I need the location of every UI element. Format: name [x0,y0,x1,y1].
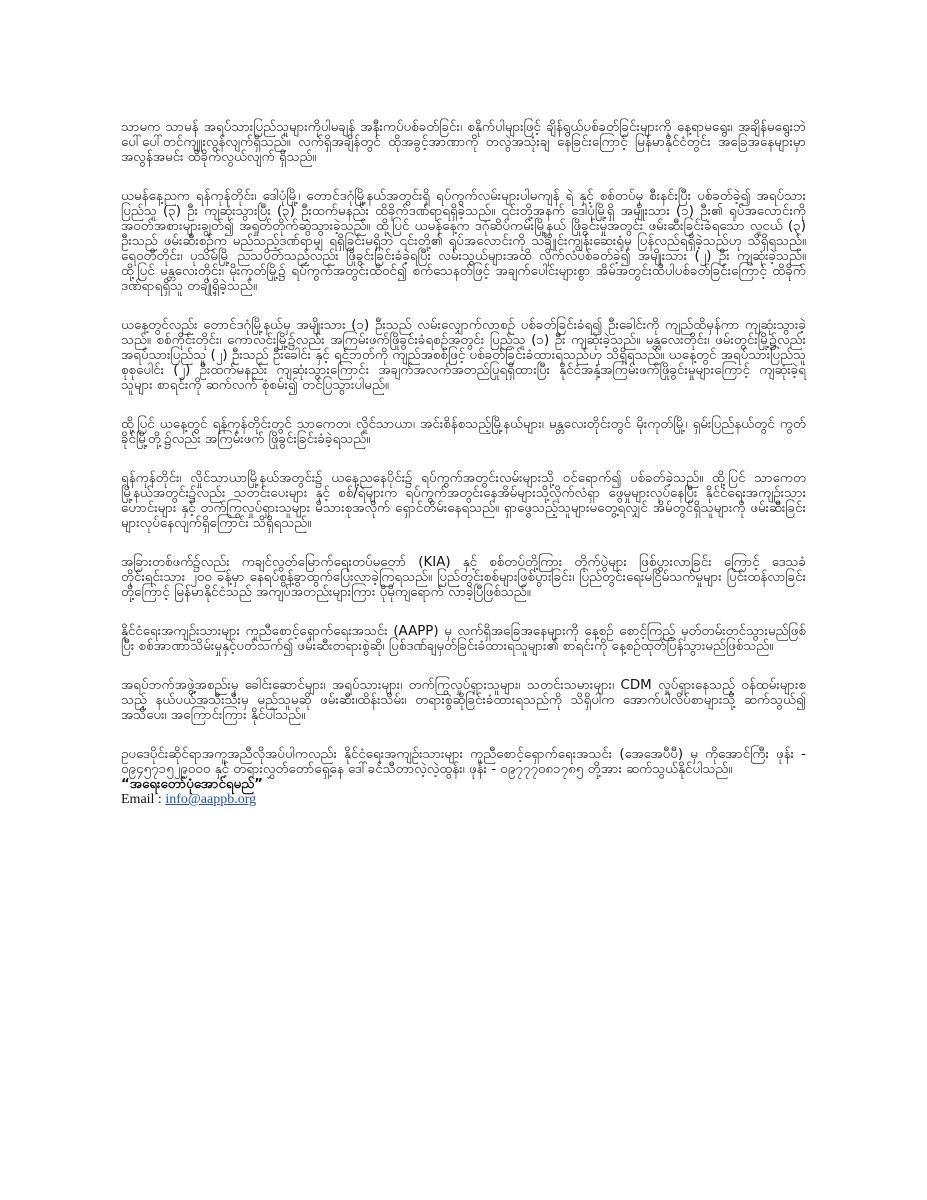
paragraph-4: ထို့ပြင် ယနေ့တွင် ရန်ကုန်တိုင်းတွင် သာကေတ၊ လှိုင်သာယာ၊ အင်းစိန်စသည့်မြို့နယ်များ၊ မန္တလေးတိုင်းတွင် မိုးကုတ်မြို့၊ ရှမ်းပြည်နယ်တွင် ကွတ်ခိုင်မြို့တို့၌လည်း အကြမ်းဖက် ဖြိုခွင်းခြင်းခံခဲ့ရသည်။ [121,417,806,447]
email-label: Email : [121,792,166,807]
contact-line [121,792,806,808]
paragraph-6: အခြားတစ်ဖက်၌လည်း ကချင်လွတ်မြောက်ရေးတပ်မတော် (KIA) နှင့် စစ်တပ်တို့ကြား တိုက်ပွဲများ ဖြစ်ပွားလာခြင်း ကြောင့် ဒေသခံတိုင်းရင်းသား ၂၀၀ ခန့်မှာ နေရပ်စွန့်ခွာထွက်ပြေးလာခဲ့ကြရသည်။ ပြည်တွင်းစစ်များဖြစ်ပွားခြင်း၊ ပြည်တွင်းရေးမငြိမ်သက်မှုများ ပြင်းထန်လာခြင်းတို့ကြောင့် မြန်မာနိုင်ငံသည် အကျပ်အတည်းများကြား ပိုမိုကျရောက် လာခဲ့ပြီဖြစ်သည်။ [121,555,806,600]
paragraph-3: ယနေ့တွင်လည်း တောင်ဒဂုံမြို့နယ်မှ အမျိုးသား (၁) ဦးသည် လမ်းလျှောက်လာစဉ် ပစ်ခတ်ခြင်းခံရ၍ ဦးခေါင်းကို ကျည်ထိမှန်ကာ ကျဆုံးသွားခဲ့သည်။ စစ်ကိုင်းတိုင်း၊ ကောလင်းမြို့၌လည်း အကြမ်းဖက်ဖြိုခွင်းခံရစဉ်အတွင်း ပြည်သူ (၁) ဦး ကျဆုံးခဲ့သည်။ မန္တလေးတိုင်း၊ ဖမ်းတွင်းမြို့၌လည်း အရပ်သားပြည်သူ (၂) ဦးသည် ဦးခေါင်း နှင့် ရင်ဘတ်ကို ကျည်အစစ်ဖြင့် ပစ်ခတ်ခြင်းခံထားရသည်ဟု သိရှိရသည်။ ယနေ့တွင် အရပ်သားပြည်သူ စုစုပေါင်း (၂) ဦးထက်မနည်း ကျဆုံးသွားကြောင်း အချက်အလက်အတည်ပြုရရှိထားပြီး နိုင်ငံအနှံ့အကြမ်းဖက်ဖြိုခွင်းမှုများကြောင့် ကျဆုံးခဲ့ရသူများ စာရင်းကို ဆက်လက် စုံစမ်း၍ တင်ပြသွားပါမည်။ [121,318,806,393]
paragraph-7: နိုင်ငံရေးအကျဉ်းသားများ ကူညီစောင့်ရှောက်ရေးအသင်း (AAPP) မှ လက်ရှိအခြေအနေများကို နေ့စဉ် စောင့်ကြည့် မှတ်တမ်းတင်သွားမည်ဖြစ်ပြီး စစ်အာဏာသိမ်းမှုနှင့်ပတ်သက်၍ ဖမ်းဆီးတရားစွဲဆို၊ ပြစ်ဒဏ်ချမှတ်ခြင်းခံထားရသူများ၏ စာရင်းကို နေ့စဉ်ထုတ်ပြန်သွားမည်ဖြစ်သည်။ [121,624,806,654]
document-body [121,120,806,808]
paragraph-2: ယမန်နေ့ညက ရန်ကုန်တိုင်း၊ ဒေါပုံမြို့၊ တောင်ဒဂုံမြို့နယ်အတွင်းရှိ ရပ်ကွက်လမ်းများပါမကျန် ရဲ နှင့် စစ်တပ်မှ စီးနင်းပြီး ပစ်ခတ်ခဲ့၍ အရပ်သားပြည်သူ (၃) ဦး ကျဆုံးသွားပြီး (၃) ဦးထက်မနည်း ထိခိုက်ဒဏ်ရာရရှိခဲ့သည်။ ၎င်းတို့အနက် ဒေါပုံမြို့ရှိ အမျိုးသား (၁) ဦး၏ ရုပ်အလောင်းကို အဝတ်အစားများချွတ်၍ အရှုတ်တိုက်ဆွဲသွားခဲ့သည်။ ထို့ပြင် ယမန်နေ့က ဒဂုံဆိပ်ကမ်းမြို့နယ် ဖြိုခွင်းမှုအတွင်း ဖမ်းဆီးခြင်းခံရသော လူငယ် (၃) ဦးသည် ဖမ်းဆီးစဉ်က မည်သည့်ဒဏ်ရာမျှ ရရှိခြင်းမရှိဘဲ ၎င်းတို့၏ ရုပ်အလောင်းကို သင်္ချိုင်းကျွန်းဆေးရုံမှ ပြန်လည်ရရှိခဲ့သည်ဟု သိရှိရသည်။ ရေဝတီတိုင်း၊ ပုသိမ်မြို့ ညသပိတ်သည့်လည်း ဖြိုခွင်းခြင်းခံခဲ့ရပြီး လမ်းသွယ်များအထိ လိုက်လံပစ်ခတ်ခဲ့၍ အမျိုးသား (၂) ဦး ကျဆုံးခဲ့သည်။ ထို့ပြင် မန္တလေးတိုင်း၊ မိုးကုတ်မြို့၌ ရပ်ကွက်အတွင်းထိဝင်၍ စက်သေနတ်ဖြင့် အချက်ပေါင်းများစွာ အိမ်အတွင်းထိပါပစ်ခတ်ခြင်းကြောင့် ထိခိုက်ဒဏ်ရာရရှိသူ တချို့ရှိခဲ့သည်။ [121,189,806,294]
paragraph-5: ရန်ကုန်တိုင်း၊ လှိုင်သာယာမြို့နယ်အတွင်း၌ ယနေ့ညနေပိုင်း၌ ရပ်ကွက်အတွင်းလမ်းများသို့ ဝင်ရောက်၍ ပစ်ခတ်ခဲ့သည်။ ထို့ပြင် သာကေတမြို့နယ်အတွင်း၌လည်း သတင်းပေးများ နှင့် စစ်/ရဲများက ရပ်ကွက်အတွင်းနေအိမ်များသို့လိုက်လံရှာ ဖွေမှုများလုပ်နေပြီး နိုင်ငံရေးအကျဉ်းသားဟောင်းများ နှင့် တက်ကြွလှုပ်ရှားသူများ မိသားစုအလိုက် ရှောင်တိမ်းနေရသည်။ ရှာဖွေသည့်သူများမတွေ့ရလျှင် အိမ်တွင်ရှိသူများကို ဖမ်းဆီးခြင်းများလုပ်နေလျက်ရှိကြောင်း သိရှိရသည်။ [121,471,806,531]
paragraph-9: ဥပဒေပိုင်းဆိုင်ရာအကူအညီလိုအပ်ပါကလည်း နိုင်ငံရေးအကျဉ်းသားများ ကူညီစောင့်ရှောက်ရေးအသင်း (အေအေပီပီ) မှ ကိုအောင်ကြီး ဖုန်း - ၀၉၄၅၇၁၅၂၉၀၀၀ နှင့် တရားလွှတ်တော်ရှေ့နေ ဒေါ်ခင်သီတာလဲ့လဲ့ထွန်း၊ ဖုန်း - ၀၉၇၇၇၀၈၁၇၈၅ တို့အား ဆက်သွယ်နိုင်ပါသည်။ [121,747,806,777]
signature-slogan: “အရေးတော်ပုံအောင်ရမည်” [121,777,263,792]
paragraph-1: သာမက သာမန် အရပ်သားပြည်သူများကိုပါမချန် အနီးကပ်ပစ်ခတ်ခြင်း၊ စနိုက်ပါများဖြင့် ချိန်ရွယ်ပစ်ခတ်ခြင်းများကို နေ့ရာမရွေး၊ အချိန်မရွေးဘဲ ပေါ်ပေါ်တင်ကျူးလွန်လျက်ရှိသည်။ လက်ရှိအချိန်တွင် ထိုအခွင့်အာဏာကို တလွဲအသုံးချ နေခြင်းကြောင့် မြန်မာနိုင်ငံတွင်း အခြေအနေများမှာ အလွန်အမင်း ထိခိုက်လွယ်လျက် ရှိသည်။ [121,120,806,165]
paragraph-8: အရပ်ဘက်အဖွဲ့အစည်းမှ ခေါင်းဆောင်များ၊ အရပ်သားများ၊ တက်ကြွလှုပ်ရှားသူများ၊ သတင်းသမားများ၊ CDM လှုပ်ရှားနေသည့် ဝန်ထမ်းများစသည့် နယ်ပယ်အသီးသီးမှ မည်သူမဆို ဖမ်းဆီး၊ထိန်းသိမ်း၊ တရားစွဲဆိုခြင်းခံထားရသည်ကို သိရှိပါက အောက်ပါလိပ်စာများသို့ ဆက်သွယ်၍ အသိပေး၊ အကြောင်းကြား နိုင်ပါသည်။ [121,678,806,723]
email-link[interactable]: info@aappb.org [165,792,257,807]
